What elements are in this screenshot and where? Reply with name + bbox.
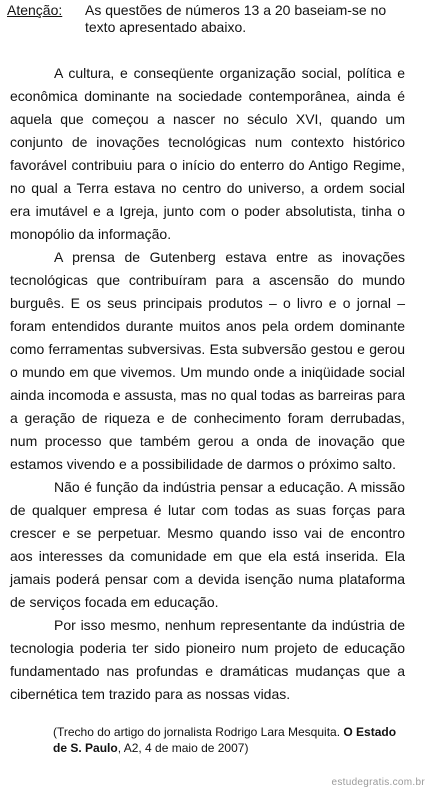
paragraph-3: Não é função da indústria pensar a educação. A missão de qualquer empresa é lutar com todas as suas forças para crescer e se perpetuar. Mesmo quando isso vai de encontro aos interesses da comunidade em que ela está inserida. Ela jamais poderá pensar com a devida isenção numa plataforma de serviços focada em educação.	[10, 479, 405, 610]
notice-text: As questões de números 13 a 20 baseiam-se no texto apresentado abaixo.	[85, 2, 387, 35]
article-text	[10, 62, 405, 706]
source-citation	[53, 724, 408, 756]
paragraph-4: Por isso mesmo, nenhum representante da indústria de tecnologia poderia ter sido pioneiro num projeto de educação fundamentado nas profundas e dramáticas mudanças que a cibernética tem trazido para as nossas vidas.	[10, 617, 405, 702]
source-prefix: (Trecho do artigo do jornalista Rodrigo Lara Mesquita.	[53, 725, 344, 739]
source-newspaper: O Estado de S. Paulo	[53, 725, 397, 755]
paragraph-1: A cultura, e conseqüente organização social, política e econômica dominante na sociedade contemporânea, ainda é aquela que começou a nascer no século XVI, quando um conjunto de inovações tecnológicas num contexto histórico favorável contribuiu para o início do enterro do Antigo Regime, no qual a Terra estava no centro do universo, a ordem social era imutável e a Igreja, junto com o poder absolutista, tinha o monopólio da informação.	[10, 65, 405, 242]
paragraph-2: A prensa de Gutenberg estava entre as inovações tecnológicas que contribuíram para a ascensão do mundo burguês. E os seus principais produtos – o livro e o jornal – foram entendidos durante muitos anos pela ordem dominante como ferramentas subversivas. Esta subversão gestou e gerou o mundo em que vivemos. Um mundo onde a iniqüidade social ainda incomoda e assusta, mas no qual todas as barreiras para a geração de riqueza e de conhecimento foram derrubadas, num processo que também gerou a onda de inovação que estamos vivendo e a possibilidade de darmos o próximo salto.	[10, 249, 405, 472]
notice-label: Atenção:	[7, 2, 63, 18]
source-suffix: , A2, 4 de maio de 2007)	[117, 741, 249, 755]
watermark-text: estudegratis.com.br	[331, 777, 425, 788]
